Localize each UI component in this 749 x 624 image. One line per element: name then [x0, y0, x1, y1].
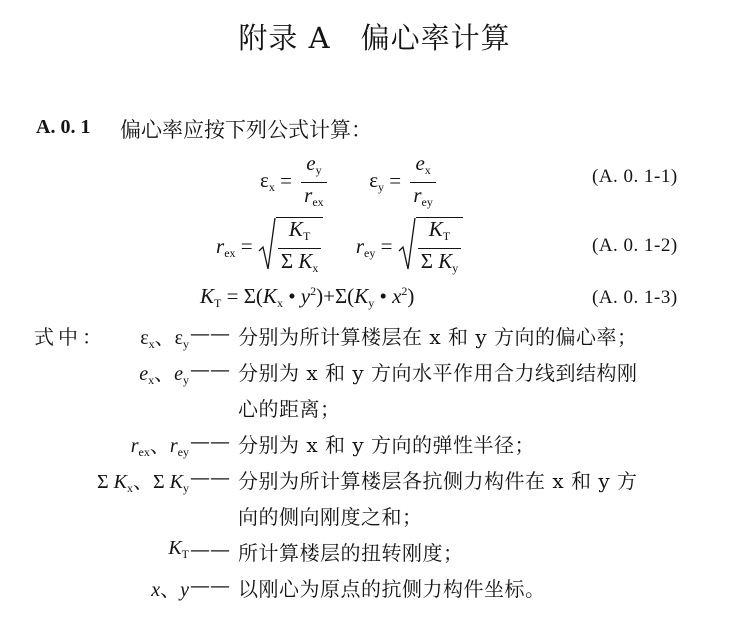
definition-text-continuation: 心的距离； [238, 397, 341, 421]
equation-number-2: (A. 0. 1-2) [592, 235, 678, 256]
definition-text: 以刚心为原点的抗侧力构件坐标。 [238, 577, 546, 601]
radical-icon [398, 217, 416, 271]
formula-torsional-stiffness: $K_T = \Sigma(K_x$ • $y^2)+\Sigma(K_y$ • $x^2$) [200, 284, 415, 310]
definition-dash: —— [190, 573, 230, 597]
formula-elastic-radius: $r_{ex}$ = $\frac{K_T}{\Sigma K_x}$ $r_{ey}$ = $\frac{K_T}{\Sigma K_y}$ [216, 217, 463, 279]
fraction-ey-rex: $\frac{e_y}{r_{ex}}$ [301, 152, 327, 213]
definition-symbol: $\varepsilon_x$、$\varepsilon_y$ [140, 327, 189, 351]
definition-text: 分别为所计算楼层在 x 和 y 方向的偏心率； [238, 325, 638, 349]
sqrt-y: $\frac{K_T}{\Sigma K_y}$ [398, 217, 464, 279]
definition-dash: —— [190, 429, 230, 453]
definition-text: 分别为所计算楼层各抗侧力构件在 x 和 y 方 [238, 469, 638, 493]
definition-symbol: $K_T$ [168, 537, 189, 561]
definition-symbol: $e_x$、$e_y$ [139, 363, 189, 387]
sqrt-x: $\frac{K_T}{\Sigma K_x}$ [258, 217, 324, 279]
equation-number-1: (A. 0. 1-1) [592, 166, 678, 187]
definition-text-continuation: 向的侧向刚度之和； [238, 505, 423, 529]
page-title: 附录 A 偏心率计算 [238, 21, 511, 55]
section-intro: 偏心率应按下列公式计算： [120, 118, 372, 142]
radical-icon [258, 217, 276, 271]
definition-text: 分别为 x 和 y 方向的弹性半径； [238, 433, 536, 457]
definition-symbol: $r_{ex}$、$r_{ey}$ [130, 435, 189, 459]
equation-number-3: (A. 0. 1-3) [592, 287, 678, 308]
definition-text: 分别为 x 和 y 方向水平作用合力线到结构刚 [238, 361, 638, 385]
definition-dash: —— [190, 357, 230, 381]
definition-text: 所计算楼层的扭转刚度； [238, 541, 464, 565]
formula-eccentricity: $\varepsilon_x$ = $\frac{e_y}{r_{ex}}$ $\varepsilon_y$ = $\frac{e_x}{r_{ey}}$ [260, 152, 440, 213]
definition-dash: —— [190, 537, 230, 561]
definition-symbol: Σ $K_x$、Σ $K_y$ [97, 471, 189, 495]
definition-dash: —— [190, 465, 230, 489]
definition-symbol: x、y [151, 579, 189, 601]
definition-dash: —— [190, 321, 230, 345]
where-label: 式中： [34, 325, 106, 349]
section-number: A. 0. 1 [36, 116, 91, 138]
fraction-ex-rey: $\frac{e_x}{r_{ey}}$ [410, 152, 436, 213]
